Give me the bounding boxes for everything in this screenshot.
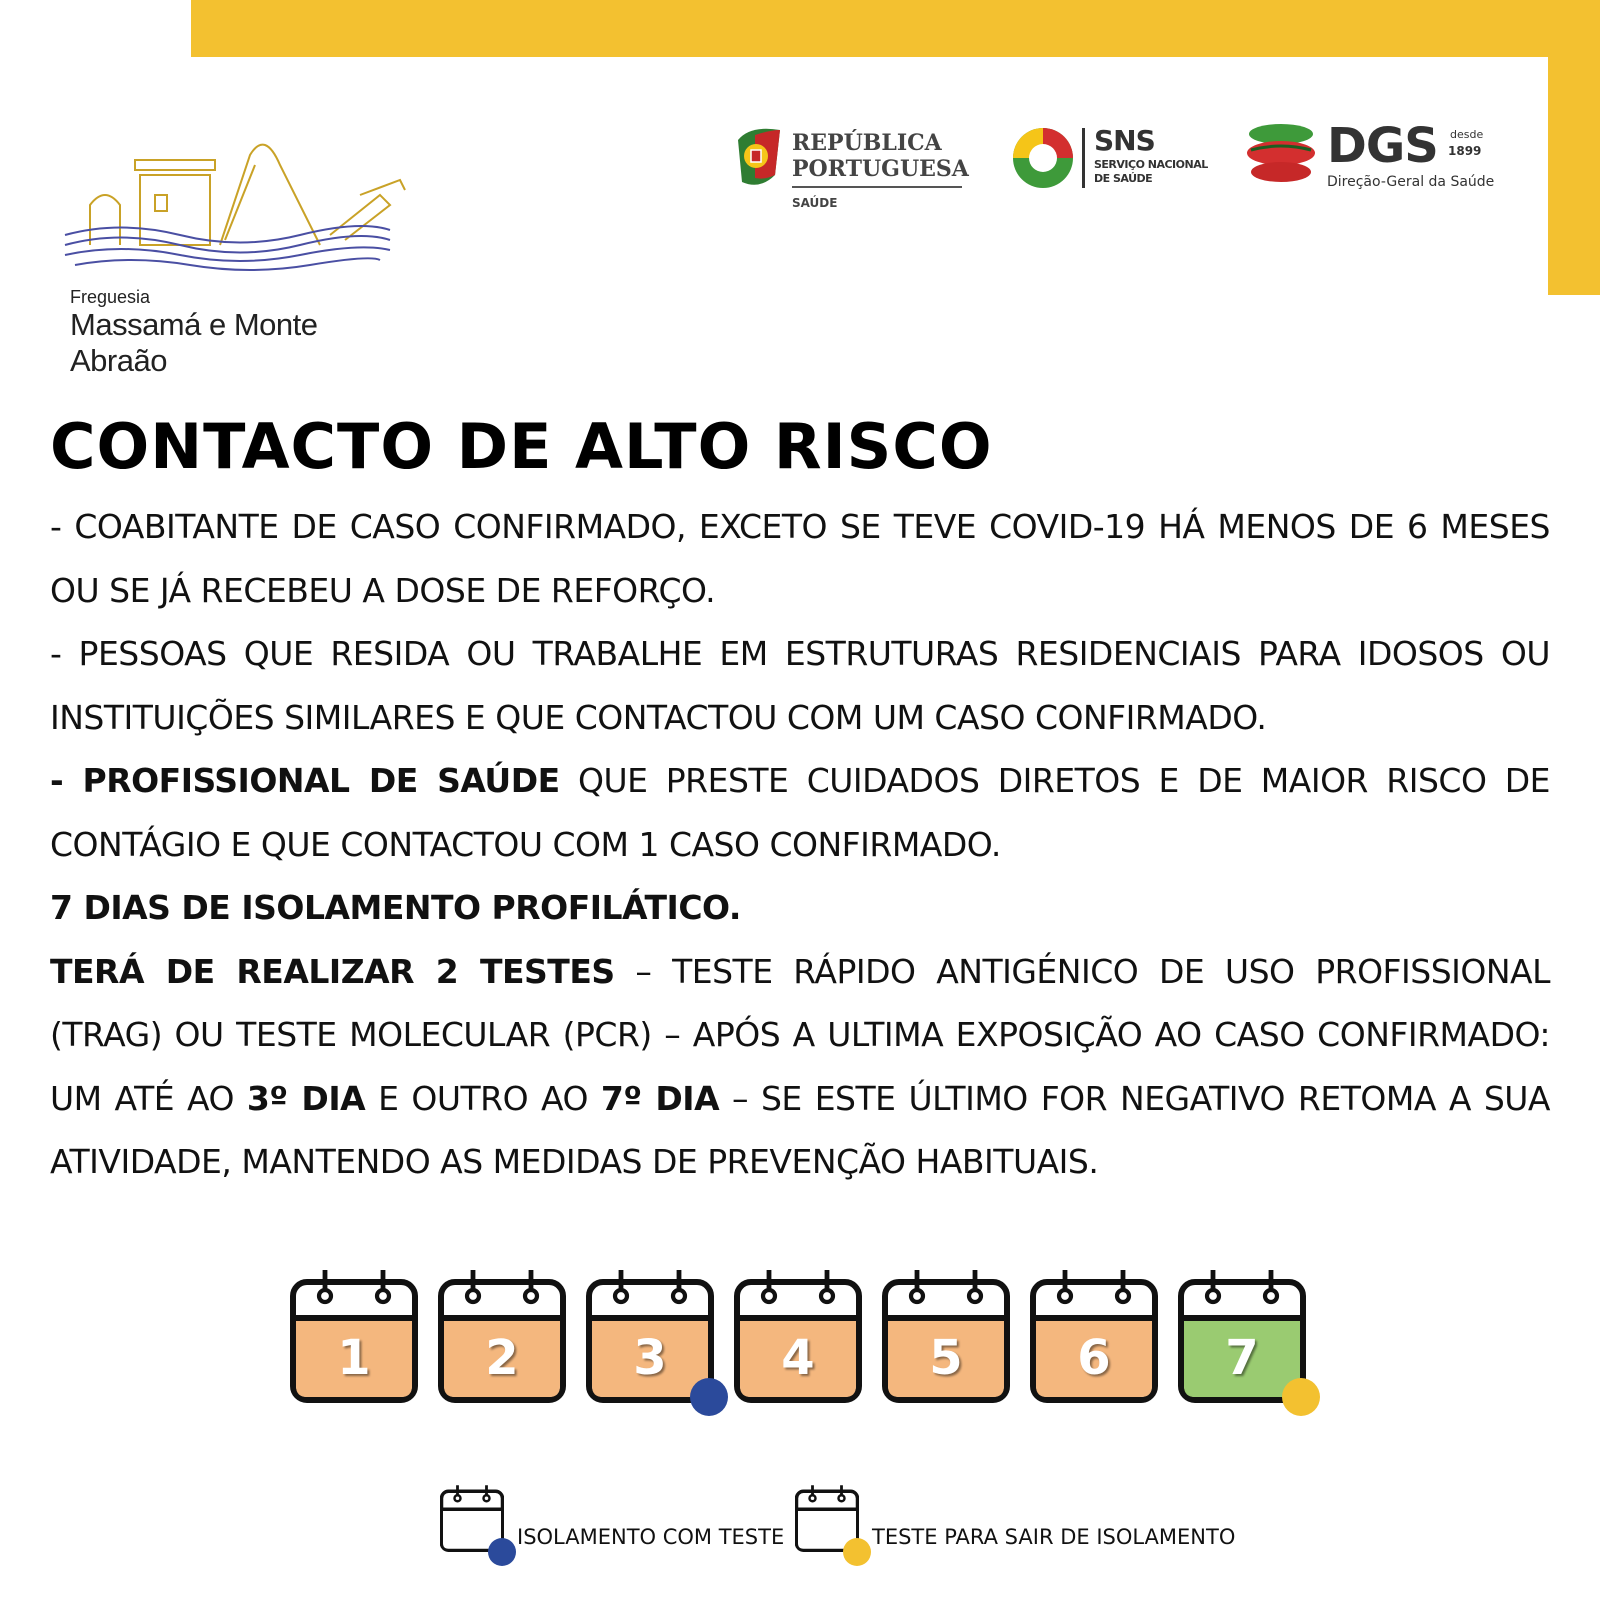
health-professional-text: QUE PRESTE CUIDADOS DIRETOS E DE MAIOR RISCO DE CONTÁGIO E QUE CONTACTOU COM 1 CASO CONFIRMADO. xyxy=(50,761,1550,864)
dgs-subtitle: Direção-Geral da Saúde xyxy=(1327,174,1495,190)
test-dot-blue xyxy=(690,1378,728,1416)
sns-sub1: SERVIÇO NACIONAL xyxy=(1094,158,1208,171)
calendar-day-3 xyxy=(586,1270,714,1415)
health-professional-bold: - PROFISSIONAL DE SAÚDE xyxy=(50,761,560,800)
sns-logo xyxy=(1010,120,1208,194)
republica-portuguesa-logo xyxy=(730,120,969,210)
calendar-day-7 xyxy=(1178,1270,1306,1415)
calendar-day-number: 7 xyxy=(1225,1330,1259,1386)
calendar-day-number: 3 xyxy=(633,1330,667,1386)
paragraph-residents: - PESSOAS QUE RESIDA OU TRABALHE EM ESTRUTURAS RESIDENCIAIS PARA IDOSOS OU INSTITUIÇÕES SIMILARES E QUE CONTACTOU COM UM CASO CONFIRMADO. xyxy=(50,634,1550,737)
tests-text-1: – TESTE RÁPIDO ANTIGÉNICO DE USO PROFISSIONAL (TRAG) OU TESTE MOLECULAR (PCR) – APÓS A ULTIMA EXPOSIÇÃO AO CASO CONFIRMADO: UM ATÉ AO xyxy=(50,951,1551,1118)
tests-text-2: E OUTRO AO xyxy=(365,1078,601,1118)
parish-label-small: Freguesia xyxy=(70,287,151,307)
tests-text-3: – SE ESTE ÚLTIMO FOR NEGATIVO RETOMA A SUA ATIVIDADE, MANTENDO AS MEDIDAS DE PREVENÇÃO HABITUAIS. xyxy=(50,1078,1551,1181)
calendar-day-number: 5 xyxy=(929,1330,963,1386)
sns-divider xyxy=(1082,128,1085,188)
parish-logo xyxy=(60,135,420,378)
institution-logos xyxy=(730,118,1495,230)
parish-emblem-icon xyxy=(60,135,420,285)
calendar-day-1 xyxy=(290,1270,418,1415)
paragraph-health-professional xyxy=(50,749,1550,876)
calendar-day-number: 4 xyxy=(781,1330,815,1386)
legend-dot-yellow xyxy=(843,1538,871,1566)
sns-sub2: DE SAÚDE xyxy=(1094,172,1153,185)
test-dot-yellow xyxy=(1282,1378,1320,1416)
calendar-row xyxy=(290,1270,1340,1430)
calendar-day-6 xyxy=(1030,1270,1158,1415)
calendar-day-4 xyxy=(734,1270,862,1415)
legend-label: TESTE PARA SAIR DE ISOLAMENTO xyxy=(872,1525,1236,1549)
tests-day7: 7º DIA xyxy=(600,1078,720,1118)
dgs-logo xyxy=(1245,118,1495,190)
calendar-day-number: 1 xyxy=(337,1330,371,1386)
corner-accent-top xyxy=(191,0,1600,57)
legend-dot-blue xyxy=(488,1538,516,1566)
paragraph-tests xyxy=(50,940,1550,1194)
dgs-emblem-icon xyxy=(1245,120,1317,186)
dgs-title: DGS xyxy=(1327,118,1438,174)
calendar-day-5 xyxy=(882,1270,1010,1415)
legend xyxy=(440,1485,1340,1585)
sns-emblem-icon xyxy=(1010,120,1076,190)
paragraph-cohabitant: - COABITANTE DE CASO CONFIRMADO, EXCETO SE TEVE COVID-19 HÁ MENOS DE 6 MESES OU SE JÁ RECEBEU A DOSE DE REFORÇO. xyxy=(50,507,1550,610)
dgs-since: desde xyxy=(1450,128,1484,141)
legend-label: ISOLAMENTO COM TESTE xyxy=(517,1525,785,1549)
republica-rule xyxy=(792,186,962,188)
isolation-days: 7 DIAS DE ISOLAMENTO PROFILÁTICO. xyxy=(50,888,741,927)
paragraph-isolation xyxy=(50,876,1550,940)
parish-label-big: Massamá e Monte Abraão xyxy=(70,307,318,378)
dgs-year: 1899 xyxy=(1448,144,1482,158)
corner-accent-right xyxy=(1548,0,1600,295)
republica-line1: REPÚBLICA xyxy=(792,130,942,156)
legend-item-2 xyxy=(795,1485,1236,1557)
legend-item-1 xyxy=(440,1485,785,1557)
republica-line2: PORTUGUESA xyxy=(792,156,969,182)
body-text xyxy=(50,495,1550,1194)
page-title: CONTACTO DE ALTO RISCO xyxy=(50,410,993,483)
tests-day3: 3º DIA xyxy=(246,1078,366,1118)
republica-emblem-icon xyxy=(730,120,790,190)
calendar-day-2 xyxy=(438,1270,566,1415)
tests-bold: TERÁ DE REALIZAR 2 TESTES xyxy=(50,951,615,991)
sns-title: SNS xyxy=(1094,124,1155,157)
calendar-day-number: 2 xyxy=(485,1330,519,1386)
calendar-day-number: 6 xyxy=(1077,1330,1111,1386)
republica-sub: SAÚDE xyxy=(792,196,838,210)
